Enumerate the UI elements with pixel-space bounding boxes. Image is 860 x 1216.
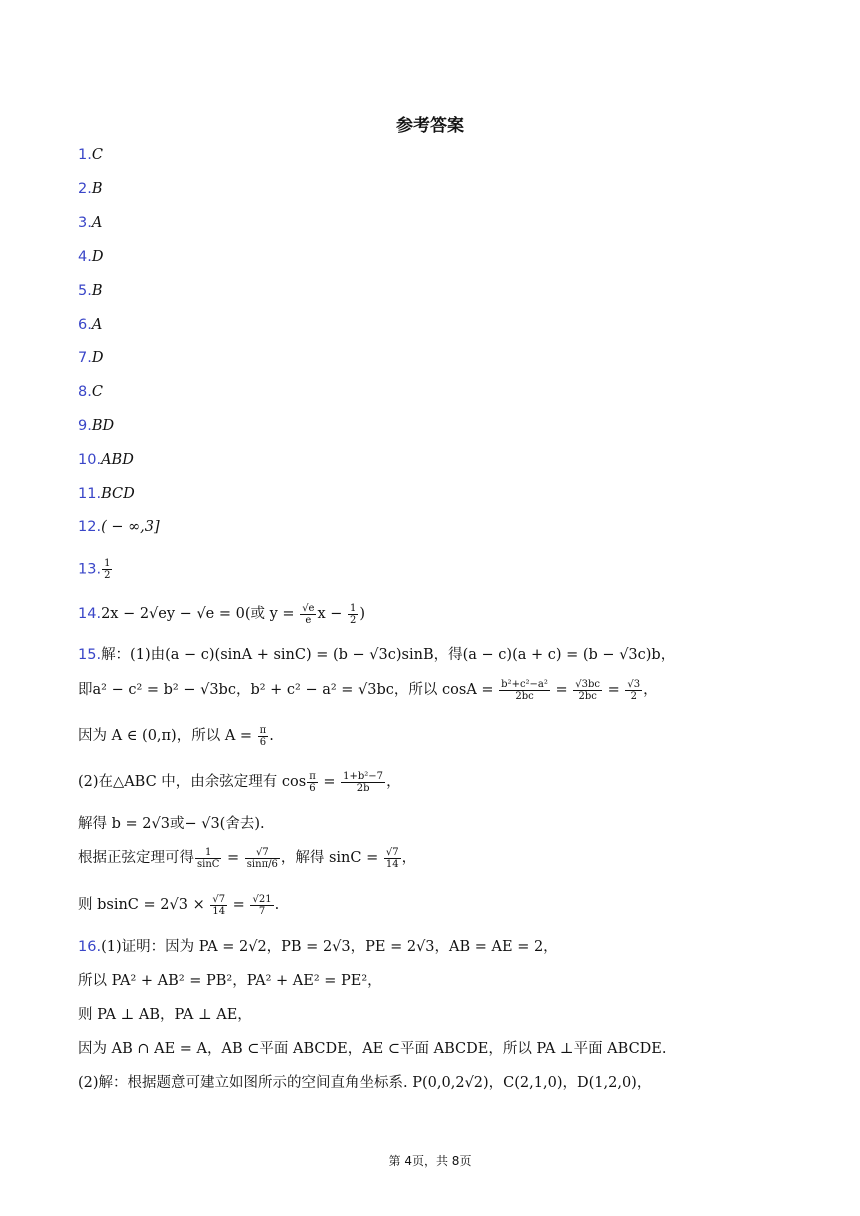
- answer-number: 4.: [78, 249, 92, 265]
- answer-number: 9.: [78, 418, 92, 434]
- q15-line-3: 因为 A ∈ (0,π)，所以 A = $\frac{\pi}{6}$ .: [78, 724, 274, 748]
- q15-line-7: 则 bsinC = 2√3 × $\frac{√7}{14}$ = $\frac{√21}{7}$ .: [78, 893, 280, 917]
- answer-number: 6.: [78, 317, 92, 333]
- answer-text: B: [91, 181, 103, 197]
- q15-line-1: 15.解：(1)由(a − c)(sinA + sinC) = (b − √3c)sinB，得(a − c)(a + c) = (b − √3c)b，: [78, 647, 676, 663]
- answer-11: [78, 486, 135, 502]
- q16-line-4: 因为 AB ∩ AE = A，AB ⊂平面 ABCDE，AE ⊂平面 ABCDE，所以 PA ⊥平面 ABCDE.: [78, 1041, 667, 1057]
- answer-number: 1.: [78, 147, 92, 163]
- answer-number: 8.: [78, 384, 92, 400]
- answer-text: A: [91, 317, 103, 333]
- q15-line-2: 即a² − c² = b² − √3bc，b² + c² − a² = √3bc，所以 cosA = $\frac{\text{b²+c²−a²}}{2bc}$ = $\frac{√3bc}{2bc}$ = $\frac{√3}{2}$ ，: [78, 678, 658, 702]
- answer-text: BD: [91, 418, 115, 434]
- q16-line-5: (2)解：根据题意可建立如图所示的空间直角坐标系. P(0,0,2√2)，C(2,1,0)，D(1,2,0)，: [78, 1075, 652, 1091]
- answer-text: D: [91, 350, 104, 366]
- answer-8: [78, 384, 103, 400]
- answer-number: 11.: [78, 486, 102, 502]
- answer-5: [78, 283, 103, 299]
- answer-14: 14.2x − 2√ey − √e = 0(或 y = $\frac{√e}{e}$ x − $\frac{1}{2}$ ): [78, 602, 366, 626]
- answer-4: [78, 249, 103, 265]
- answer-text: D: [91, 249, 104, 265]
- q15-line-6: 根据正弦定理可得 $\frac{1}{\sin C}$ = $\frac{√7}{\sin\pi/6}$ ，解得 sinC = $\frac{√7}{14}$ ，: [78, 846, 417, 870]
- answer-text: ( − ∞,3]: [101, 519, 160, 535]
- q15-line-4: (2)在△ABC 中，由余弦定理有 cos $\frac{\pi}{6}$ = $\frac{\text{1+b²−7}}{2b}$ ，: [78, 770, 401, 794]
- fraction: $\frac{1}{2}$: [104, 558, 111, 581]
- answer-12: [78, 519, 160, 535]
- answer-number: 3.: [78, 215, 92, 231]
- q16-line-3: 则 PA ⊥ AB，PA ⊥ AE，: [78, 1007, 252, 1023]
- answer-number: 12.: [78, 519, 102, 535]
- answer-number: 5.: [78, 283, 92, 299]
- answer-text: ABD: [101, 452, 134, 468]
- answer-text: A: [91, 215, 103, 231]
- answer-10: [78, 452, 134, 468]
- page-title: 参考答案: [396, 116, 464, 136]
- answer-number: 10.: [78, 452, 102, 468]
- answer-number: 2.: [78, 181, 92, 197]
- answer-text: C: [91, 384, 103, 400]
- answer-text: BCD: [101, 486, 135, 502]
- answer-2: [78, 181, 103, 197]
- q16-line-2: 所以 PA² + AB² = PB²，PA² + AE² = PE²，: [78, 973, 382, 989]
- answer-text: B: [91, 283, 103, 299]
- answer-7: [78, 350, 103, 366]
- answer-9: [78, 418, 114, 434]
- answer-text: C: [91, 147, 103, 163]
- answer-6: [78, 317, 102, 333]
- answer-13: 13. $\frac{1}{2}$: [78, 558, 111, 581]
- q15-line-5: 解得 b = 2√3或− √3(舍去).: [78, 816, 265, 832]
- q16-line-1: 16.(1)证明：因为 PA = 2√2，PB = 2√3，PE = 2√3，AB = AE = 2，: [78, 939, 558, 955]
- answer-3: [78, 215, 102, 231]
- answer-1: [78, 147, 103, 163]
- page-footer: 第 4页，共 8页: [388, 1154, 472, 1168]
- answer-number: 7.: [78, 350, 92, 366]
